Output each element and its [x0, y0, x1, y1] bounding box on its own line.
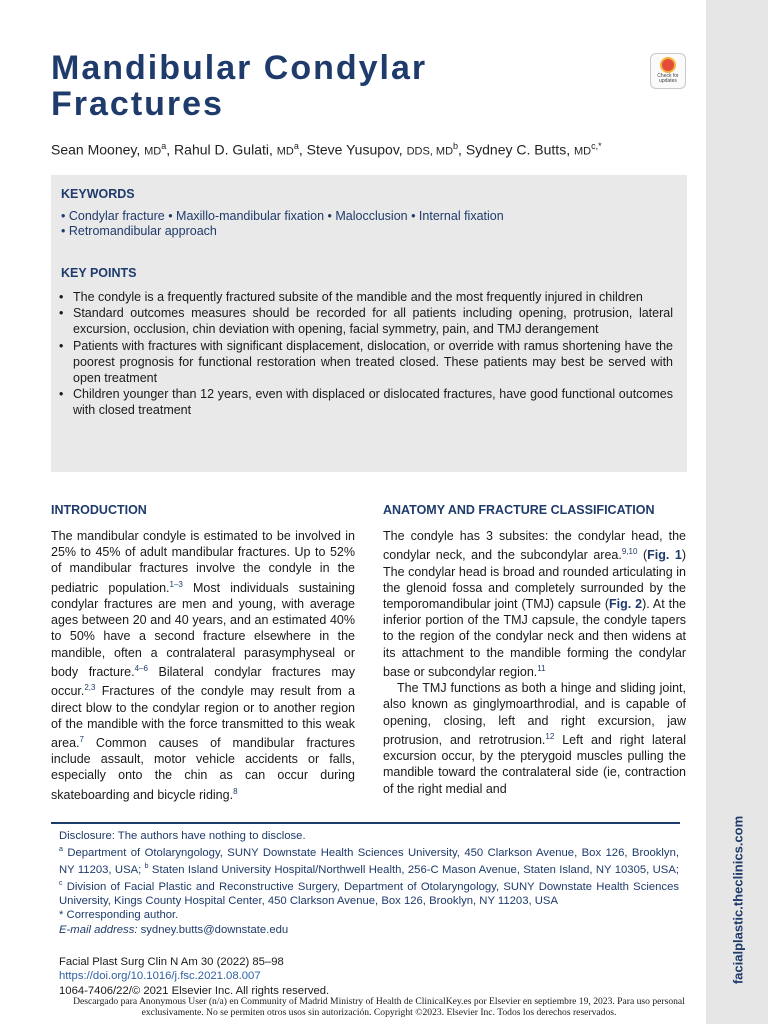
author-degree: MD — [573, 145, 592, 158]
reference-link[interactable]: 4–6 — [134, 663, 148, 673]
badge-label: Check for updates — [657, 73, 679, 84]
figure-link[interactable]: Fig. 1 — [647, 548, 682, 563]
key-point-item: • Patients with fractures with significant displacement, dislocation, or override with ramus shortening have the poorest prognosis for functional restoration when treated closed. These patients may best be served with open treatment — [59, 338, 673, 387]
footnotes — [59, 829, 679, 937]
keywords-panel — [51, 175, 687, 472]
anatomy-text: The condyle has 3 subsites: the condylar head, the condylar neck, and the subcondylar area.$^{9,10}$ (Fig. 1) The condylar head is broad and rounded articulating in the glenoid fossa and completely surrounded by the temporomandibular joint (TMJ) capsule (Fig. 2). At the inferior portion of the TMJ capsule, the condyle tapers to the region of the condylar neck and then widens at its attachment to the mandible forming the condylar base or subcondylar region.$^{11}$ The TMJ functions as both a hinge and sliding joint, also known as ginglymoarthrodial, and is capable of opening, closing, left and right excursion, jaw protrusion, and retrotrusion.$^{12}$ Left and right lateral excursion occur, by the pterygoid muscles pulling the mandible toward the contralateral side (ie, contraction of the right medial and — [383, 529, 686, 796]
doi-link[interactable]: https://doi.org/10.1016/j.fsc.2021.08.007 — [59, 970, 261, 983]
journal-citation: Facial Plast Surg Clin N Am 30 (2022) 85–98 — [59, 956, 284, 968]
key-points-list — [59, 289, 673, 419]
keywords-line: • Retromandibular approach — [61, 224, 217, 238]
reference-link[interactable]: 8 — [233, 786, 238, 796]
keywords-line: • Condylar fracture • Maxillo-mandibular fixation • Malocclusion • Internal fixation — [61, 209, 504, 223]
article-title: Mandibular Condylar Fractures — [51, 49, 428, 123]
reference-link[interactable]: 1–3 — [169, 579, 183, 589]
affiliations: $^a$ Department of Otolaryngology, SUNY Downstate Health Sciences University, 450 Clarkson Avenue, Box 126, Brooklyn, NY 11203, USA; $^b$ Staten Island University Hospital/Northwell Health, 256-C Mason Avenue, Staten Island, NY 10305, USA; $^c$ Division of Facial Plastic and Reconstructive Surgery, Department of Otolaryngology, SUNY Downstate Health Sciences University, Kings County Hospital Center, 450 Clarkson Avenue, Box 126, Brooklyn, NY 11203, USA — [59, 846, 680, 908]
author-name: Rahul D. Gulati — [174, 141, 269, 158]
introduction-heading: INTRODUCTION — [51, 503, 147, 517]
update-icon — [660, 57, 676, 73]
citation-block — [59, 955, 329, 998]
author-affiliation: b — [453, 141, 459, 151]
author-affiliation: a — [161, 141, 167, 151]
footnote-divider — [51, 822, 680, 824]
journal-url[interactable]: facialplastic.theclinics.com — [730, 815, 746, 985]
reference-link[interactable]: 9,10 — [621, 547, 638, 557]
author-affiliation: c,* — [591, 141, 602, 151]
author-degree: DDS, MD — [406, 145, 454, 158]
figure-link[interactable]: Fig. 2 — [609, 596, 643, 611]
copyright: 1064-7406/22/© 2021 Elsevier Inc. All rights reserved. — [59, 984, 330, 997]
key-point-item: • The condyle is a frequently fractured subsite of the mandible and the most frequently injured in children — [59, 289, 673, 305]
anatomy-heading: ANATOMY AND FRACTURE CLASSIFICATION — [383, 503, 655, 517]
key-points-heading: KEY POINTS — [61, 266, 137, 280]
download-notice: Descargado para Anonymous User (n/a) en Community of Madrid Ministry of Health de ClinicalKey.es por Elsevier en septiembre 19, 2023. Para uso personal exclusivamente. No se permiten otros usos sin autorización. Copyright ©2023. Elsevier Inc. Todos los derechos reservados. — [73, 996, 685, 1018]
check-for-updates-badge[interactable] — [650, 53, 686, 89]
author-degree: MD — [276, 145, 294, 158]
author-name: Sean Mooney — [51, 141, 137, 158]
author-name: Sydney C. Butts — [465, 141, 567, 158]
keywords-heading: KEYWORDS — [61, 187, 135, 201]
email-link[interactable]: sydney.butts@downstate.edu — [140, 923, 289, 936]
disclosure: Disclosure: The authors have nothing to disclose. — [59, 830, 306, 842]
reference-link[interactable]: 12 — [545, 731, 555, 741]
introduction-text: The mandibular condyle is estimated to be involved in 25% to 45% of adult mandibular fractures. Up to 52% of mandibular fractures involve the condyle in the pediatric population.$^{1-3}$ Most individuals sustaining condylar fractures are men and young, with average ages between 20 and 40 years, and an estimated 40% to 50% have a second fracture elsewhere in the mandible, often a contralateral parasymphyseal or body fracture.$^{4-6}$ Bilateral condylar fractures may occur.$^{2,3}$ Fractures of the condyle may result from a direct blow to the condylar region or to another region of the mandible with the force transmitted to this weak area.$^7$ Common causes of mandibular fractures include assault, motor vehicle accidents or falls, especially onto the chin as can occur during skateboarding and bicycle riding.$^8$ — [51, 529, 355, 802]
reference-link[interactable]: 2,3 — [84, 683, 96, 693]
corresponding-author: * Corresponding author. — [59, 909, 179, 922]
reference-link[interactable]: 11 — [537, 663, 546, 673]
author-list: Sean Mooney, $MD^a$, Rahul D. Gulati, $MD^a$, Steve Yusupov, DDS, $MD^b$, Sydney C. Butts, $MD^{c,*}$ — [51, 141, 602, 158]
author-affiliation: a — [293, 141, 299, 151]
email-line: E-mail address: sydney.butts@downstate.edu — [59, 923, 289, 936]
author-degree: MD — [144, 145, 162, 158]
reference-link[interactable]: 7 — [79, 734, 84, 744]
author-name: Steve Yusupov — [306, 141, 399, 158]
key-point-item: • Children younger than 12 years, even with displaced or dislocated fractures, have good functional outcomes with closed treatment — [59, 386, 673, 418]
key-point-item: • Standard outcomes measures should be recorded for all patients including opening, protrusion, lateral excursion, occlusion, chin deviation with opening, facial symmetry, pain, and TMJ derangement — [59, 305, 673, 337]
